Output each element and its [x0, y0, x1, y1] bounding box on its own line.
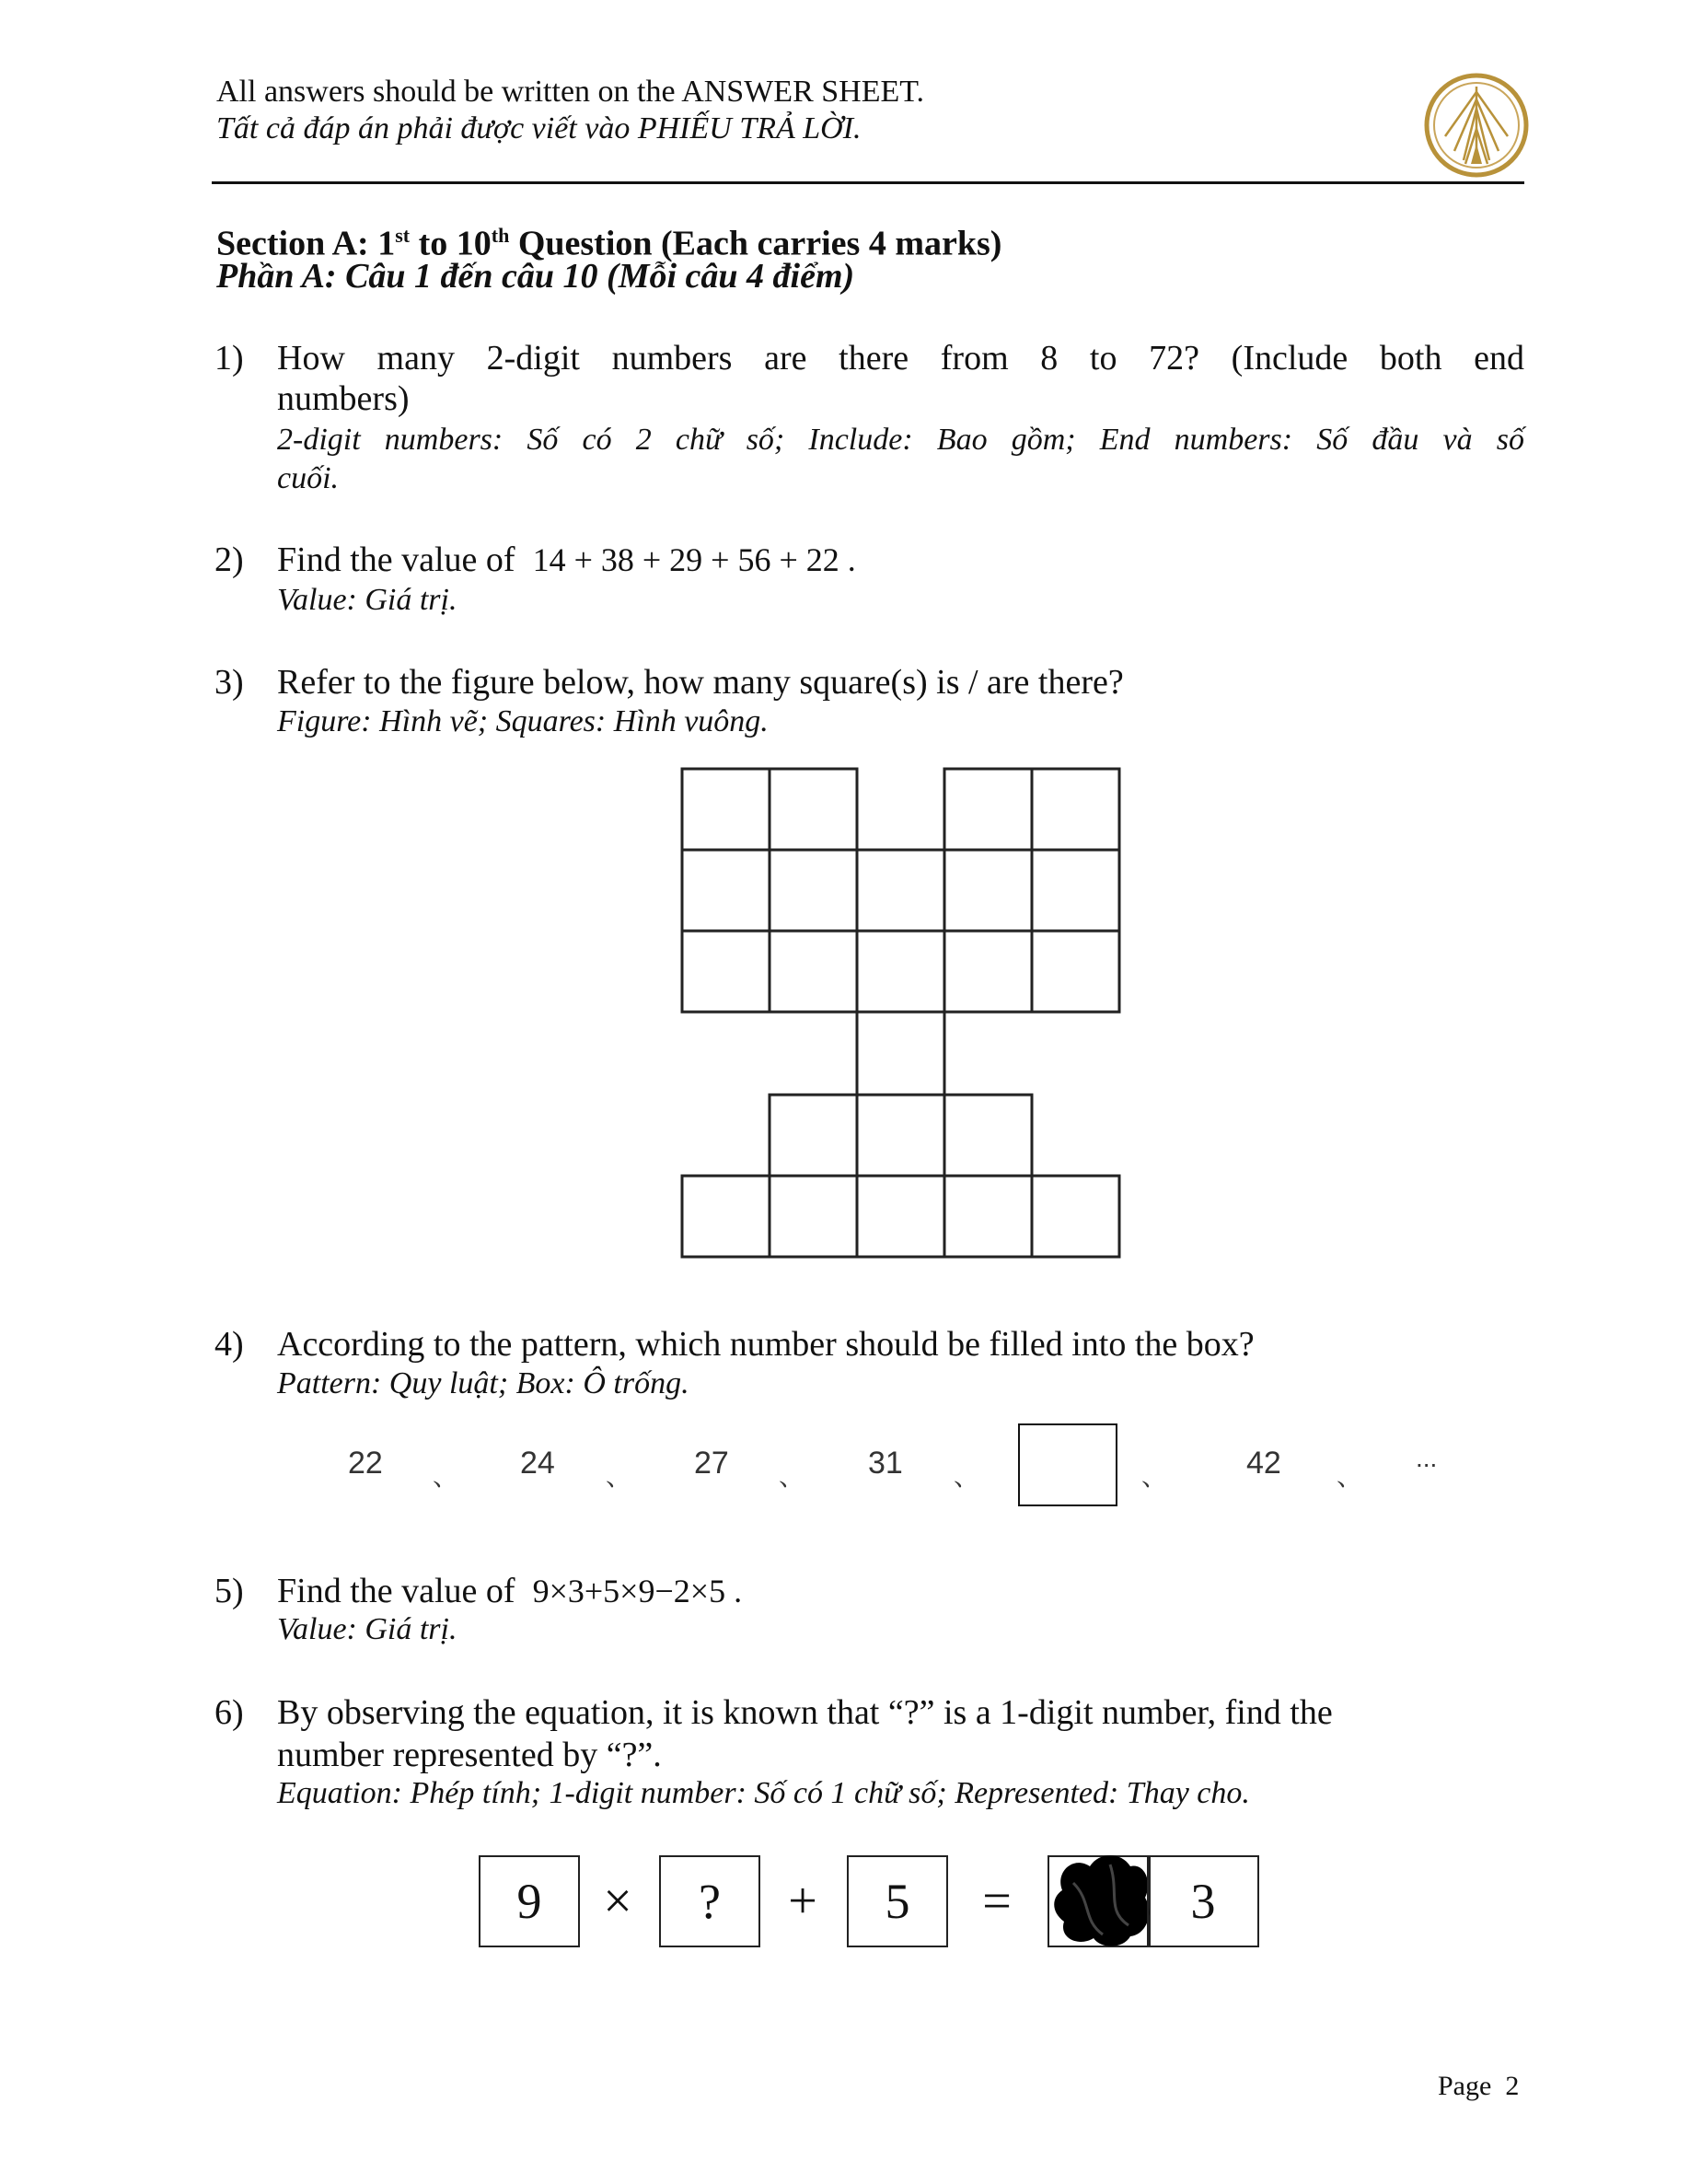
sequence-term-4: 31: [868, 1446, 903, 1481]
sequence-ellipsis: ...: [1416, 1444, 1438, 1472]
question-4-number: 4): [214, 1325, 244, 1364]
question-4-text: According to the pattern, which number should be filled into the box?: [277, 1325, 1255, 1364]
sequence-term-6: 42: [1246, 1446, 1281, 1481]
sequence-separator: 、: [606, 1462, 632, 1491]
equation-multiply-sign: ×: [603, 1873, 632, 1930]
header-instruction-vi: Tất cả đáp án phải được viết vào PHIẾU TRẢ LỜI.: [216, 111, 862, 145]
header-divider: [212, 181, 1524, 184]
sequence-answer-box[interactable]: [1018, 1423, 1117, 1506]
question-3-vocab: Figure: Hình vẽ; Squares: Hình vuông.: [277, 704, 769, 738]
header-instruction-en: All answers should be written on the ANSWER SHEET.: [216, 75, 925, 109]
question-5-vocab: Value: Giá trị.: [277, 1612, 457, 1646]
sequence-separator: 、: [1337, 1462, 1363, 1491]
question-1-vocab-line1: 2-digit numbers: Số có 2 chữ số; Include: Bao gồm; End numbers: Số đầu và số: [277, 423, 1524, 457]
equation-box-unknown[interactable]: ?: [659, 1855, 760, 1947]
sequence-term-1: 22: [348, 1446, 383, 1481]
question-3-text: Refer to the figure below, how many square(s) is / are there?: [277, 663, 1124, 702]
equation-result-units-box: 3: [1147, 1855, 1259, 1947]
question-2-expression: 14 + 38 + 29 + 56 + 22 .: [532, 541, 856, 578]
question-4-vocab: Pattern: Quy luật; Box: Ô trống.: [277, 1366, 689, 1400]
question-6-text-line1: By observing the equation, it is known that “?” is a 1-digit number, find the: [277, 1693, 1333, 1732]
question-1-number: 1): [214, 339, 244, 378]
question-3-number: 3): [214, 663, 244, 702]
equation-box-a: 9: [479, 1855, 580, 1947]
sequence-separator: 、: [954, 1462, 980, 1491]
page-number: Page 2: [1438, 2071, 1520, 2101]
sequence-term-3: 27: [694, 1446, 729, 1481]
question-6-vocab: Equation: Phép tính; 1-digit number: Số có 1 chữ số; Represented: Thay cho.: [277, 1776, 1250, 1810]
squares-figure: [679, 766, 1123, 1261]
school-logo-icon: [1423, 72, 1530, 179]
question-5-expression: 9×3+5×9−2×5 .: [532, 1573, 743, 1609]
sequence-term-2: 24: [520, 1446, 555, 1481]
question-5-text: Find the value of 9×3+5×9−2×5 .: [277, 1572, 743, 1610]
sequence-separator: 、: [1141, 1462, 1168, 1491]
question-1-vocab-line2: cuối.: [277, 461, 340, 495]
sequence-separator: 、: [433, 1462, 459, 1491]
section-title-vi: Phần A: Câu 1 đến câu 10 (Mỗi câu 4 điểm): [216, 257, 855, 296]
sequence-separator: 、: [779, 1462, 805, 1491]
equation-equals-sign: =: [982, 1873, 1012, 1930]
question-5-number: 5): [214, 1572, 244, 1610]
question-2-number: 2): [214, 540, 244, 579]
question-1-text-line1: How many 2-digit numbers are there from 8 to 72? (Include both end: [277, 339, 1524, 378]
section-title-en: Section A: 1st to 10th Question (Each carries 4 marks): [216, 224, 1002, 263]
equation-plus-sign: +: [788, 1873, 817, 1930]
question-1-text-line2: numbers): [277, 379, 410, 418]
ink-blot-icon: [1046, 1846, 1156, 1952]
question-6-number: 6): [214, 1693, 244, 1732]
question-6-text-line2: number represented by “?”.: [277, 1736, 662, 1774]
equation-box-c: 5: [847, 1855, 948, 1947]
question-2-vocab: Value: Giá trị.: [277, 583, 457, 617]
question-2-text: Find the value of 14 + 38 + 29 + 56 + 22 .: [277, 540, 856, 579]
